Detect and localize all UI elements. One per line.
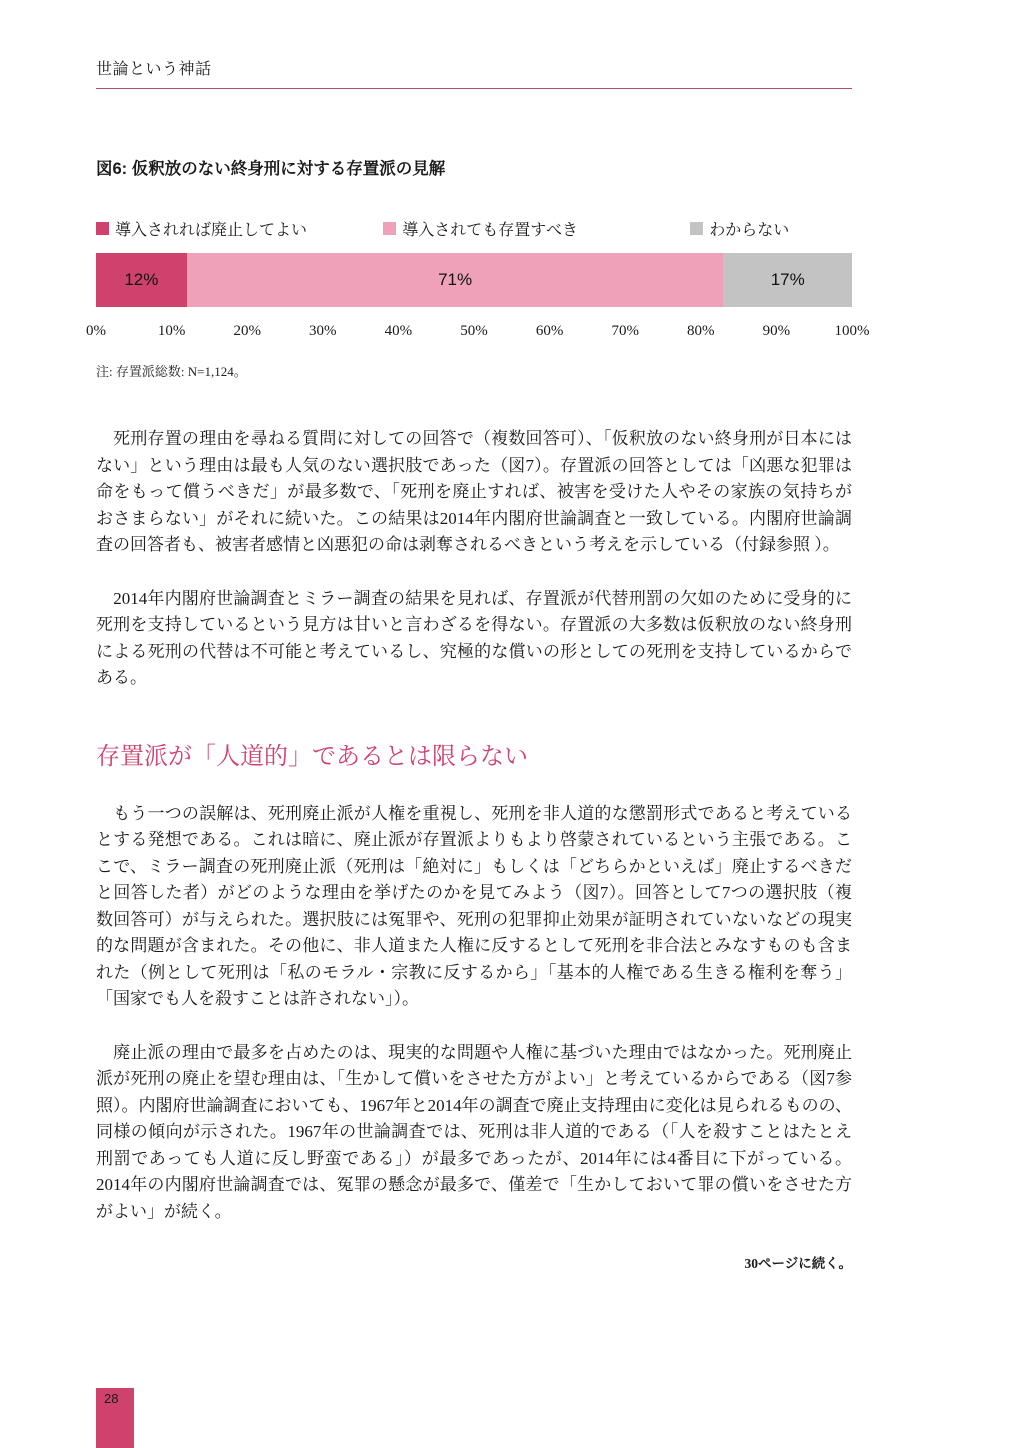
legend-item <box>383 217 578 240</box>
legend-swatch-icon <box>690 222 703 235</box>
legend-item <box>96 217 307 240</box>
page-number: 28 <box>104 1391 119 1406</box>
axis-tick-label: 10% <box>157 323 186 339</box>
figure-title: 図6: 仮釈放のない終身刑に対する存置派の見解 <box>96 160 446 178</box>
x-axis <box>86 323 870 345</box>
chart-legend <box>96 217 852 239</box>
axis-tick-label: 50% <box>460 323 488 339</box>
running-header: 世論という神話 <box>96 61 212 78</box>
page-header <box>96 0 852 89</box>
bar-segment: 17% <box>723 253 852 307</box>
legend-swatch-icon <box>96 222 109 235</box>
axis-tick-label: 40% <box>384 323 413 339</box>
header-rule <box>96 88 852 89</box>
axis-tick-label: 70% <box>611 323 639 339</box>
legend-swatch-icon <box>383 222 396 235</box>
bar-segment: 71% <box>187 253 724 307</box>
axis-tick-label: 20% <box>233 323 261 339</box>
paragraph-4: 廃止派の理由で最多を占めたのは、現実的な問題や人権に基づいた理由ではなかった。死刑廃止派が死刑の廃止を望む理由は、「生かして償いをさせた方がよい」と考えているからである（図7参照）。内閣府世論調査においても、1967年と2014年の調査で廃止支持理由に変化は見られるものの、同様の傾向が示された。1967年の世論調査では、死刑は非人道的である（「人を殺すことはたとえ刑罰であっても人道に反し野蛮である」）が最多であったが、2014年には4番目に下がっている。2014年の内閣府世論調査では、冤罪の懸念が最多で、僅差で「生かしておいて罪の償いをさせた方がよい」が続く。 <box>96 1042 852 1221</box>
figure-note: 注: 存置派総数: N=1,124。 <box>96 364 247 379</box>
stacked-bar-chart <box>96 253 852 307</box>
paragraph-1: 死刑存置の理由を尋ねる質問に対しての回答で（複数回答可）、「仮釈放のない終身刑が日本にはない」という理由は最も人気のない選択肢であった（図7）。存置派の回答としては「凶悪な犯罪は命をもって償うべきだ」が最多数で、「死刑を廃止すれば、被害を受けた人やその家族の気持ちがおさまらない」がそれに続いた。この結果は2014年内閣府世論調査と一致している。内閣府世論調査の回答者も、被害者感情と凶悪犯の命は剥奪されるべきという考えを示している（付録参照 ）。 <box>96 429 852 554</box>
axis-tick-label: 60% <box>535 323 564 339</box>
paragraph-3: もう一つの誤解は、死刑廃止派が人権を重視し、死刑を非人道的な懲罰形式であると考えているとする発想である。これは暗に、廃止派が存置派よりもより啓蒙されているという主張である。ここで、ミラー調査の死刑廃止派（死刑は「絶対に」もしくは「どちらかといえば」廃止するべきだと回答した者）がどのような理由を挙げたのかを見てみよう（図7）。回答として7つの選択肢（複数回答可）が与えられた。選択肢には冤罪や、死刑の犯罪抑止効果が証明されていないなどの現実的な問題が含まれた。その他に、非人道また人権に反するとして死刑を非合法とみなすものも含まれた（例として死刑は「私のモラル・宗教に反するから」「基本的人権である生きる権利を奪う」「国家でも人を殺すことは許されない」）。 <box>96 803 852 1008</box>
axis-tick-label: 30% <box>309 323 337 339</box>
body-text <box>96 426 852 1225</box>
legend-label: わからない <box>709 222 790 239</box>
legend-item <box>690 217 789 240</box>
legend-label: 導入されれば廃止してよい <box>115 222 308 239</box>
paragraph-2: 2014年内閣府世論調査とミラー調査の結果を見れば、存置派が代替刑罰の欠如のために受身的に死刑を支持しているという見方は甘いと言わざるを得ない。存置派の大多数は仮釈放のない終身刑による死刑の代替は不可能と考えているし、究極的な償いの形としての死刑を支持しているからである。 <box>96 588 852 687</box>
axis-tick-label: 0% <box>86 323 106 339</box>
page-number-tab <box>96 1388 134 1448</box>
legend-label: 導入されても存置すべき <box>402 222 578 239</box>
axis-tick-label: 90% <box>762 323 791 339</box>
bar-segment: 12% <box>96 253 187 307</box>
axis-tick-label: 100% <box>834 323 870 339</box>
continuation-note: 30ページに続く。 <box>744 1256 852 1271</box>
section-heading: 存置派が「人道的」であるとは限らない <box>96 742 528 770</box>
axis-tick-label: 80% <box>687 323 715 339</box>
